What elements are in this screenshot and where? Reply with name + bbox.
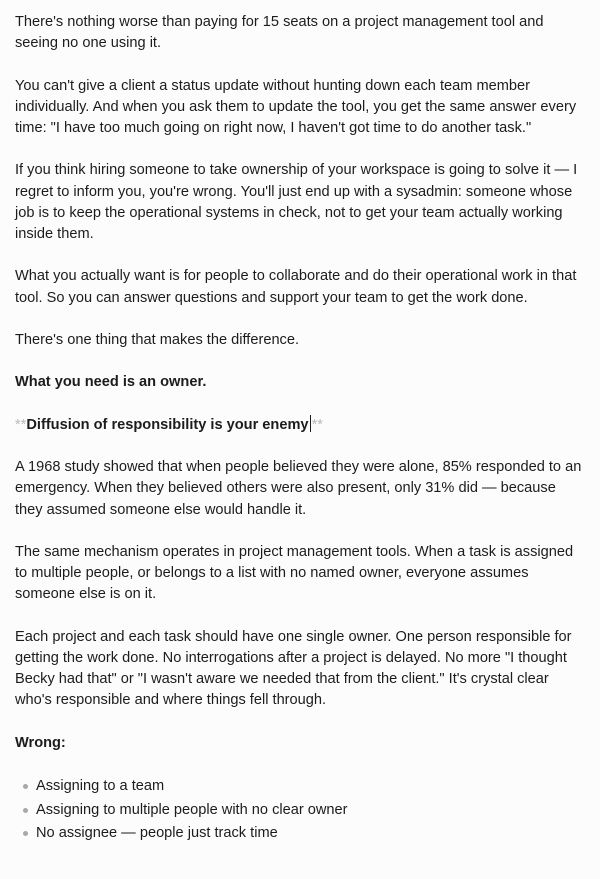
markdown-bold-marker-open: ** [15, 416, 27, 433]
bullet-icon [23, 831, 28, 836]
paragraph-collaborate: What you actually want is for people to collaborate and do their operational work in that tool. So you can answer questions and support your team to get the work done. [15, 268, 577, 306]
list-item [23, 822, 582, 845]
bullet-icon [23, 808, 28, 813]
text-cursor [310, 415, 311, 432]
paragraph-sysadmin: If you think hiring someone to take ownership of your workspace is going to solve it — I regret to inform you, you're wrong. You'll just end up with a sysadmin: someone whose job is to keep the operational systems in check, not to get your team actually working inside them. [15, 162, 578, 242]
paragraph-intro: There's nothing worse than paying for 15 seats on a project management tool and seeing no one using it. [15, 14, 544, 52]
paragraph-single-owner: Each project and each task should have one single owner. One person responsible for getting the work done. No interrogations after a project is delayed. No more "I thought Becky had that" or "I wasn't aware we needed that from the client." It's crystal clear who's responsible and where things fell through. [15, 628, 572, 709]
list-item-text: No assignee — people just track time [36, 824, 278, 841]
paragraph-study: A 1968 study showed that when people believed they were alone, 85% responded to an emergency. When they believed others were also present, only 31% did — because they assumed someone else would handle it. [15, 459, 582, 518]
list-item-text: Assigning to a team [36, 778, 165, 795]
section-heading-diffusion [15, 415, 582, 436]
list-item-text: Assigning to multiple people with no clear owner [36, 801, 348, 818]
paragraph-mechanism: The same mechanism operates in project management tools. When a task is assigned to multiple people, or belongs to a list with no named owner, everyone assumes someone else is on it. [15, 543, 574, 603]
markdown-bold-marker-close: ** [311, 416, 323, 433]
list-item [23, 775, 582, 798]
wrong-list [15, 775, 582, 845]
list-item [23, 799, 582, 822]
paragraph-wrong-label: Wrong: [15, 734, 66, 751]
bullet-icon [23, 784, 28, 789]
paragraph-need-owner: What you need is an owner. [15, 374, 207, 391]
paragraph-status-update: You can't give a client a status update without hunting down each team member individually. And when you ask them to update the tool, you get the same answer every time: "I have too much going on right now, I haven't got time to do another task." [15, 77, 577, 136]
paragraph-difference: There's one thing that makes the difference. [15, 331, 300, 348]
heading-text: Diffusion of responsibility is your enemy [26, 416, 309, 433]
